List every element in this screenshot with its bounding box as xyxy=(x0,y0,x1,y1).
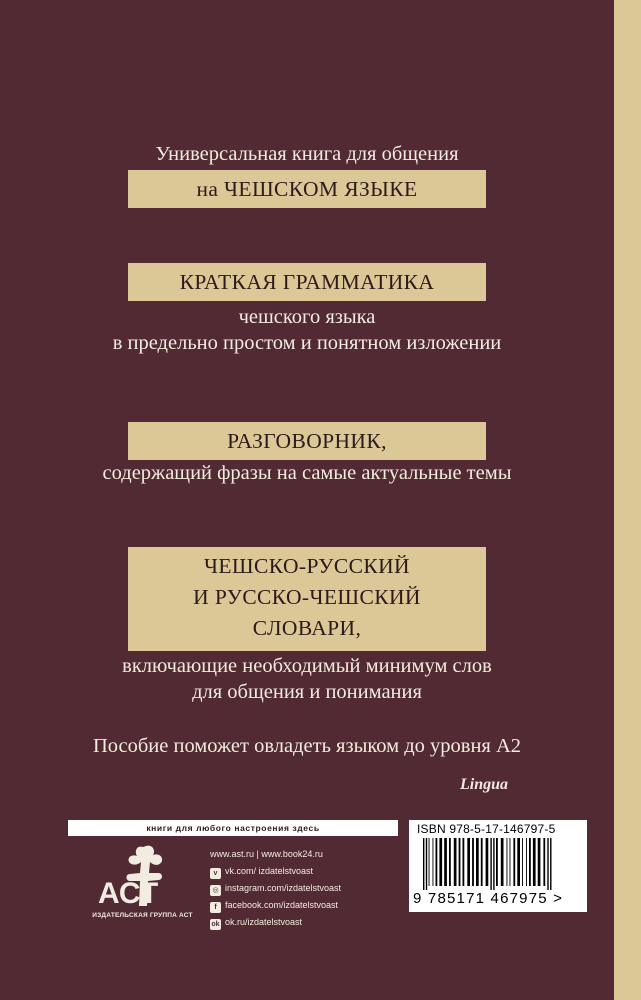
link-instagram-text[interactable]: instagram.com/izdatelstvoast xyxy=(225,883,342,893)
barcode-bar xyxy=(543,838,545,886)
barcode-bar xyxy=(486,838,489,886)
link-facebook-text[interactable]: facebook.com/izdatelstvoast xyxy=(225,900,339,910)
barcode-bar xyxy=(459,838,461,886)
lingua-logo: Lingua xyxy=(460,776,509,793)
barcode-bar xyxy=(467,838,470,886)
barcode-bar xyxy=(547,838,548,890)
slogan-strip xyxy=(68,820,398,836)
barcode-box xyxy=(409,820,587,912)
barcode-bar xyxy=(538,838,541,886)
ast-logo-text: АСТ xyxy=(98,877,159,910)
dictionary-band xyxy=(128,547,486,651)
barcode-bar xyxy=(507,838,508,886)
level-line: Пособие поможет овладеть языком до уровня А2 xyxy=(92,735,522,757)
link-row-web[interactable] xyxy=(210,846,410,863)
barcode-bar xyxy=(481,838,483,886)
barcode-bar xyxy=(463,838,465,886)
barcode-bar xyxy=(522,838,523,886)
dictionary-desc-1: включающие необходимый минимум слов xyxy=(122,655,492,677)
intro-band: на ЧЕШСКОМ ЯЗЫКЕ xyxy=(128,170,486,208)
intro-line: Универсальная книга для общения xyxy=(155,143,459,165)
barcode-bar xyxy=(513,838,515,886)
dictionary-band-line-2: И РУССКО-ЧЕШСКИЙ xyxy=(193,585,421,609)
link-row-vk[interactable] xyxy=(210,863,410,880)
barcode-bar xyxy=(493,838,494,890)
slogan-text: книги для любого настроения здесь xyxy=(146,823,320,833)
publisher-links xyxy=(210,846,410,931)
link-row-instagram[interactable] xyxy=(210,880,410,897)
grammar-desc-1: чешского языка xyxy=(238,306,376,328)
barcode-bar xyxy=(476,838,479,886)
barcode-bar xyxy=(550,838,551,890)
barcode-bar xyxy=(472,838,474,886)
barcode-bar xyxy=(533,838,536,886)
link-ok-text[interactable]: ok.ru/izdatelstvoast xyxy=(225,917,303,927)
barcode-bar xyxy=(433,838,434,886)
ast-logo xyxy=(96,843,182,911)
barcode-bar xyxy=(501,838,504,886)
ok-icon: ok xyxy=(211,921,220,928)
phrasebook-desc: содержащий фразы на самые актуальные темы xyxy=(102,462,512,484)
grammar-desc-2: в предельно простом и понятном изложении xyxy=(112,332,502,354)
barcode-bar xyxy=(496,838,498,886)
barcode-bar xyxy=(439,838,442,886)
barcode-bar xyxy=(423,838,424,890)
ast-logo-graphic xyxy=(96,843,182,911)
barcode-bar xyxy=(444,838,447,886)
barcode-bar xyxy=(454,838,457,886)
barcode-number: 9 785171 467975 > xyxy=(413,890,564,907)
barcode-bar xyxy=(517,838,520,886)
dictionary-band-line-1: ЧЕШСКО-РУССКИЙ xyxy=(204,554,410,578)
dictionary-band-line-3: СЛОВАРИ, xyxy=(252,616,362,640)
barcode-bar xyxy=(449,838,451,886)
barcode-bar xyxy=(426,838,427,890)
instagram-icon: ◎ xyxy=(210,885,221,896)
barcode-bar xyxy=(436,838,438,886)
barcode-bar xyxy=(429,838,430,886)
barcode-bar xyxy=(490,838,491,890)
link-web-text[interactable]: www.ast.ru | www.book24.ru xyxy=(210,849,323,859)
barcode-bar xyxy=(529,838,531,886)
spine-strip xyxy=(614,0,641,1000)
link-vk-text[interactable]: vk.com/ izdatelstvoast xyxy=(225,866,314,876)
phrasebook-band: РАЗГОВОРНИК, xyxy=(128,422,486,460)
barcode-bar xyxy=(510,838,511,886)
dictionary-desc-2: для общения и понимания xyxy=(192,681,422,703)
facebook-icon: f xyxy=(210,902,221,913)
vk-icon: v xyxy=(210,868,221,879)
link-row-facebook[interactable] xyxy=(210,897,410,914)
barcode-bar xyxy=(526,838,527,886)
barcode xyxy=(415,838,581,890)
link-row-ok[interactable] xyxy=(210,914,410,931)
ast-caption: ИЗДАТЕЛЬСКАЯ ГРУППА АСТ xyxy=(92,912,193,919)
isbn-text: ISBN 978-5-17-146797-5 xyxy=(417,822,556,836)
grammar-band: КРАТКАЯ ГРАММАТИКА xyxy=(128,263,486,301)
